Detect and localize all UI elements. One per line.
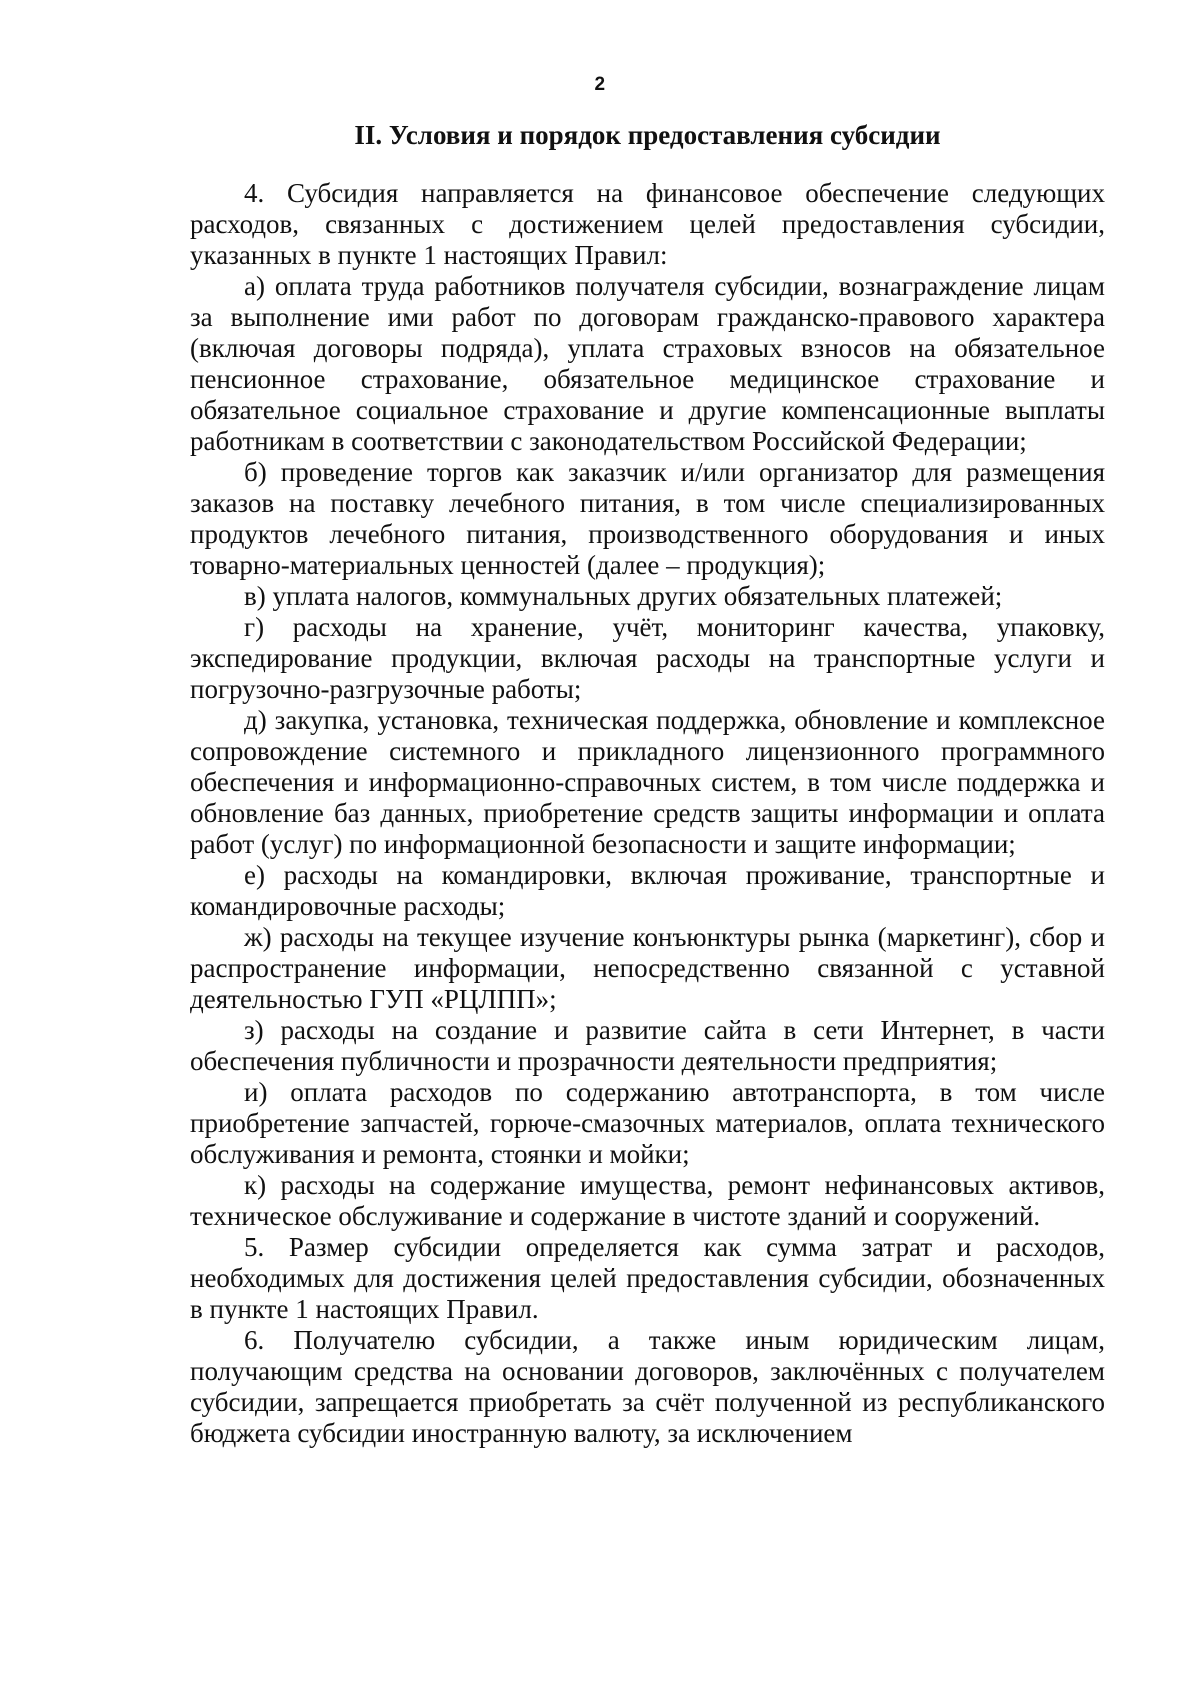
paragraph-item-5: 5. Размер субсидии определяется как сумма затрат и расходов, необходимых для достижения целей предоставления субсидии, обозначенных в пункте 1 настоящих Правил. bbox=[190, 1232, 1105, 1324]
paragraph-subitem-k: к) расходы на содержание имущества, ремонт нефинансовых активов, техническое обслуживание и содержание в чистоте зданий и сооружений. bbox=[190, 1170, 1105, 1231]
paragraph-subitem-a: а) оплата труда работников получателя субсидии, вознаграждение лицам за выполнение ими работ по договорам гражданско-правового характера (включая договоры подряда), уплата страховых взносов на обязательное пенсионное страхование, обязательное медицинское страхование и обязательное социальное страхование и другие компенсационные выплаты работникам в соответствии с законодательством Российской Федерации; bbox=[190, 271, 1105, 456]
paragraph-subitem-i: и) оплата расходов по содержанию автотранспорта, в том числе приобретение запчастей, горюче-смазочных материалов, оплата технического обслуживания и ремонта, стоянки и мойки; bbox=[190, 1077, 1105, 1169]
paragraph-subitem-zh: ж) расходы на текущее изучение конъюнктуры рынка (маркетинг), сбор и распространение информации, непосредственно связанной с уставной деятельностью ГУП «РЦЛПП»; bbox=[190, 922, 1105, 1014]
paragraph-item-4: 4. Субсидия направляется на финансовое обеспечение следующих расходов, связанных с достижением целей предоставления субсидии, указанных в пункте 1 настоящих Правил: bbox=[190, 178, 1105, 270]
paragraph-subitem-b: б) проведение торгов как заказчик и/или организатор для размещения заказов на поставку лечебного питания, в том числе специализированных продуктов лечебного питания, производственного оборудования и иных товарно-материальных ценностей (далее – продукция); bbox=[190, 457, 1105, 580]
paragraph-item-6: 6. Получателю субсидии, а также иным юридическим лицам, получающим средства на основании договоров, заключённых с получателем субсидии, запрещается приобретать за счёт полученной из республиканского бюджета субсидии иностранную валюту, за исключением bbox=[190, 1325, 1105, 1448]
paragraph-subitem-d: д) закупка, установка, техническая поддержка, обновление и комплексное сопровождение системного и прикладного лицензионного программного обеспечения и информационно-справочных систем, в том числе поддержка и обновление баз данных, приобретение средств защиты информации и оплата работ (услуг) по информационной безопасности и защите информации; bbox=[190, 705, 1105, 859]
page-number: 2 bbox=[594, 74, 606, 95]
paragraph-subitem-g: г) расходы на хранение, учёт, мониторинг качества, упаковку, экспедирование продукции, включая расходы на транспортные услуги и погрузочно-разгрузочные работы; bbox=[190, 612, 1105, 704]
paragraph-subitem-v: в) уплата налогов, коммунальных других обязательных платежей; bbox=[244, 581, 1003, 611]
document-body bbox=[190, 178, 1105, 1449]
paragraph-subitem-e: е) расходы на командировки, включая проживание, транспортные и командировочные расходы; bbox=[190, 860, 1105, 921]
paragraph-subitem-z: з) расходы на создание и развитие сайта в сети Интернет, в части обеспечения публичности и прозрачности деятельности предприятия; bbox=[190, 1015, 1105, 1076]
section-title: II. Условия и порядок предоставления субсидии bbox=[354, 120, 941, 150]
